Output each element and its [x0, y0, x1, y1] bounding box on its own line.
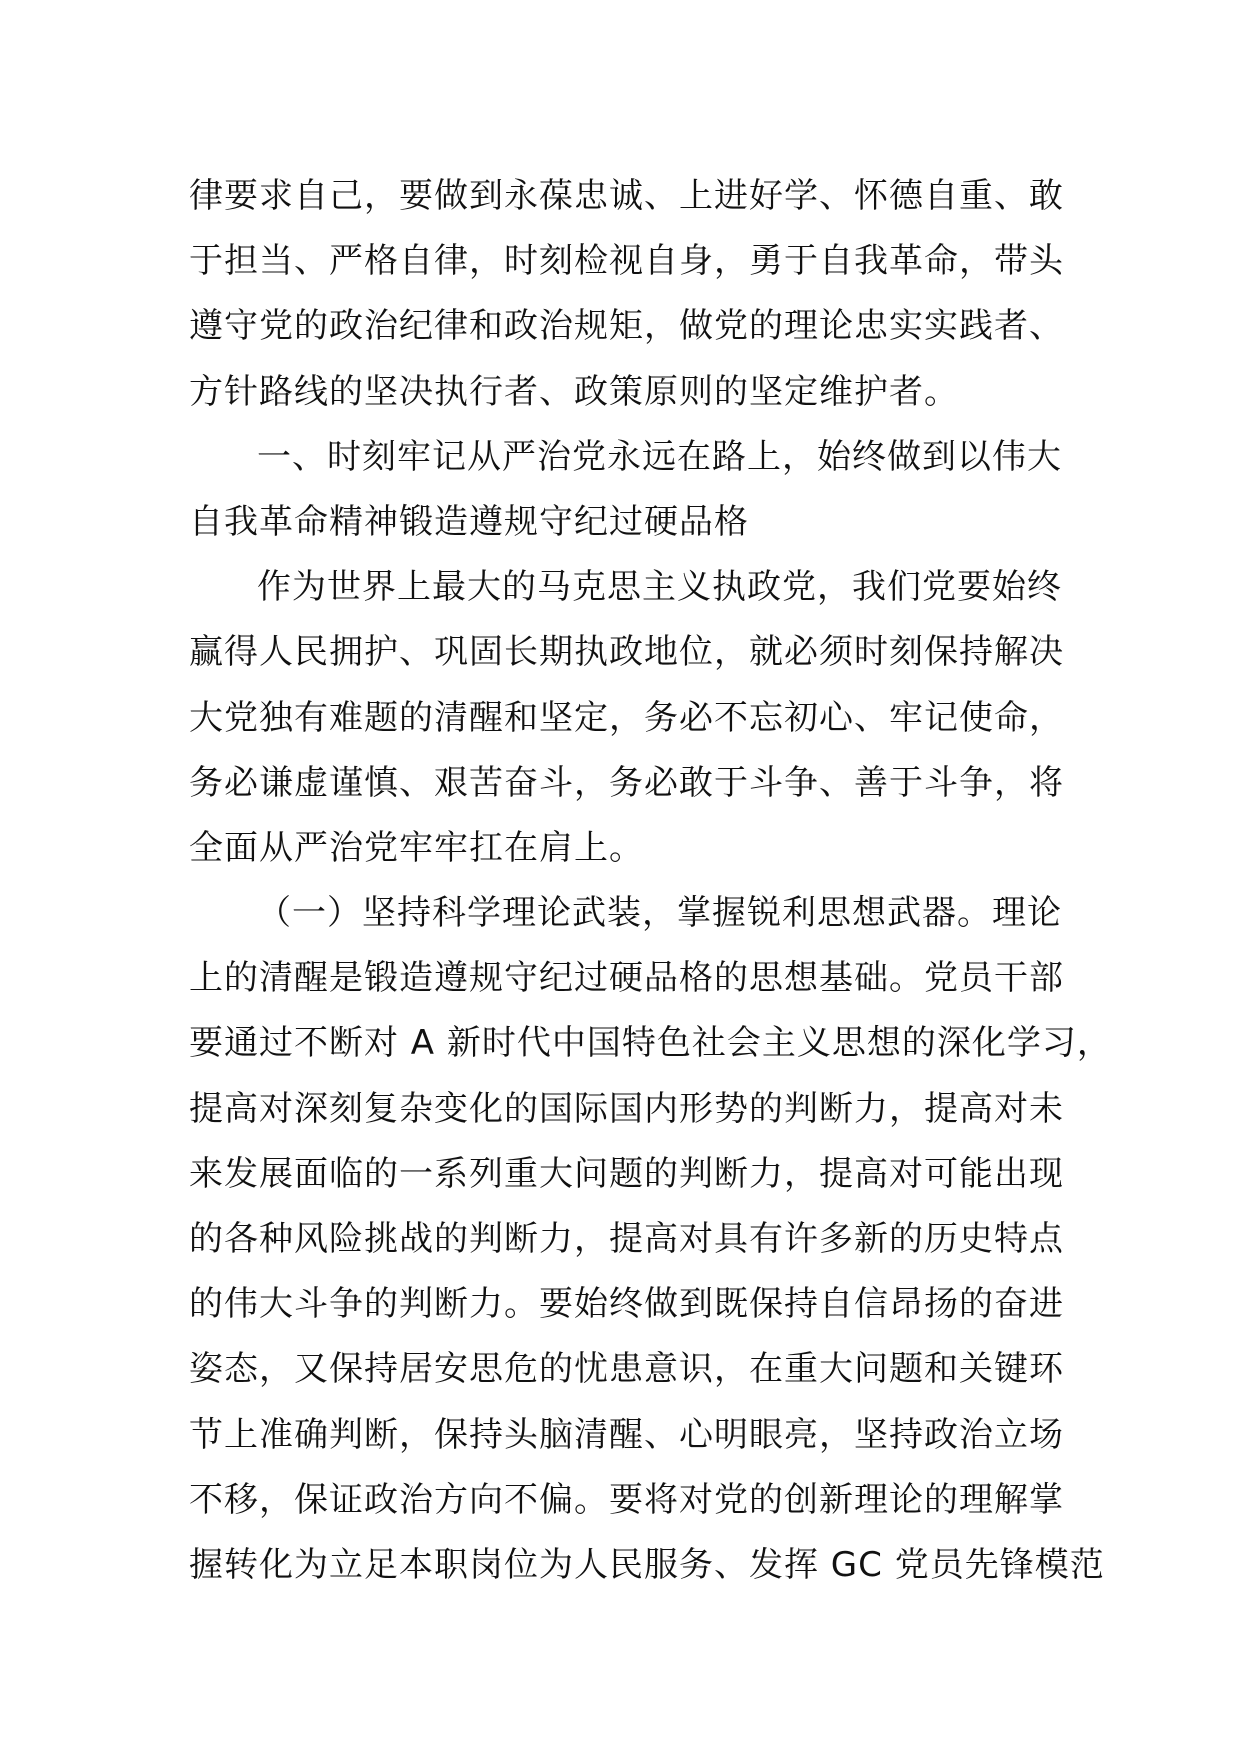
section-heading — [189, 425, 1069, 555]
paragraph — [189, 555, 1069, 881]
text-line: 于担当、严格自律，时刻检视自身，勇于自我革命，带头 — [189, 241, 1064, 282]
text-line: 提高对深刻复杂变化的国际国内形势的判断力，提高对未 — [189, 1088, 1064, 1129]
text-line: 节上准确判断，保持头脑清醒、心明眼亮，坚持政治立场 — [189, 1414, 1064, 1455]
text-line: 一、时刻牢记从严治党永远在路上，始终做到以伟大 — [257, 436, 1062, 477]
text-line: 的伟大斗争的判断力。要始终做到既保持自信昂扬的奋进 — [189, 1284, 1064, 1325]
text-line: 大党独有难题的清醒和坚定，务必不忘初心、牢记使命， — [189, 697, 1064, 738]
text-line: 来发展面临的一系列重大问题的判断力，提高对可能出现 — [189, 1153, 1064, 1194]
text-line: 作为世界上最大的马克思主义执政党，我们党要始终 — [257, 567, 1062, 608]
text-line: 上的清醒是锻造遵规守纪过硬品格的思想基础。党员干部 — [189, 958, 1064, 999]
text-line: 要通过不断对 A 新时代中国特色社会主义思想的深化学习， — [189, 1023, 1112, 1064]
text-line: （一）坚持科学理论武装，掌握锐利思想武器。理论 — [257, 893, 1062, 934]
text-line: 律要求自己，要做到永葆忠诚、上进好学、怀德自重、敢 — [189, 176, 1064, 216]
text-line: 方针路线的坚决执行者、政策原则的坚定维护者。 — [189, 371, 959, 412]
text-line: 姿态，又保持居安思危的忧患意识，在重大问题和关键环 — [189, 1349, 1064, 1390]
subsection-paragraph — [189, 881, 1112, 1598]
text-line: 赢得人民拥护、巩固长期执政地位，就必须时刻保持解决 — [189, 632, 1064, 673]
text-line: 务必谦虚谨慎、艰苦奋斗，务必敢于斗争、善于斗争，将 — [189, 762, 1064, 803]
paragraph-continuation — [189, 164, 1069, 425]
text-line: 不移，保证政治方向不偏。要将对党的创新理论的理解掌 — [189, 1479, 1064, 1520]
text-line: 遵守党的政治纪律和政治规矩，做党的理论忠实实践者、 — [189, 306, 1064, 347]
text-line: 全面从严治党牢牢扛在肩上。 — [189, 827, 644, 868]
body-text — [189, 164, 1112, 1598]
text-line: 的各种风险挑战的判断力，提高对具有许多新的历史特点 — [189, 1219, 1064, 1259]
text-line: 自我革命精神锻造遵规守纪过硬品格 — [189, 501, 749, 542]
text-line: 握转化为立足本职岗位为人民服务、发挥 GC 党员先锋模范 — [189, 1544, 1105, 1585]
